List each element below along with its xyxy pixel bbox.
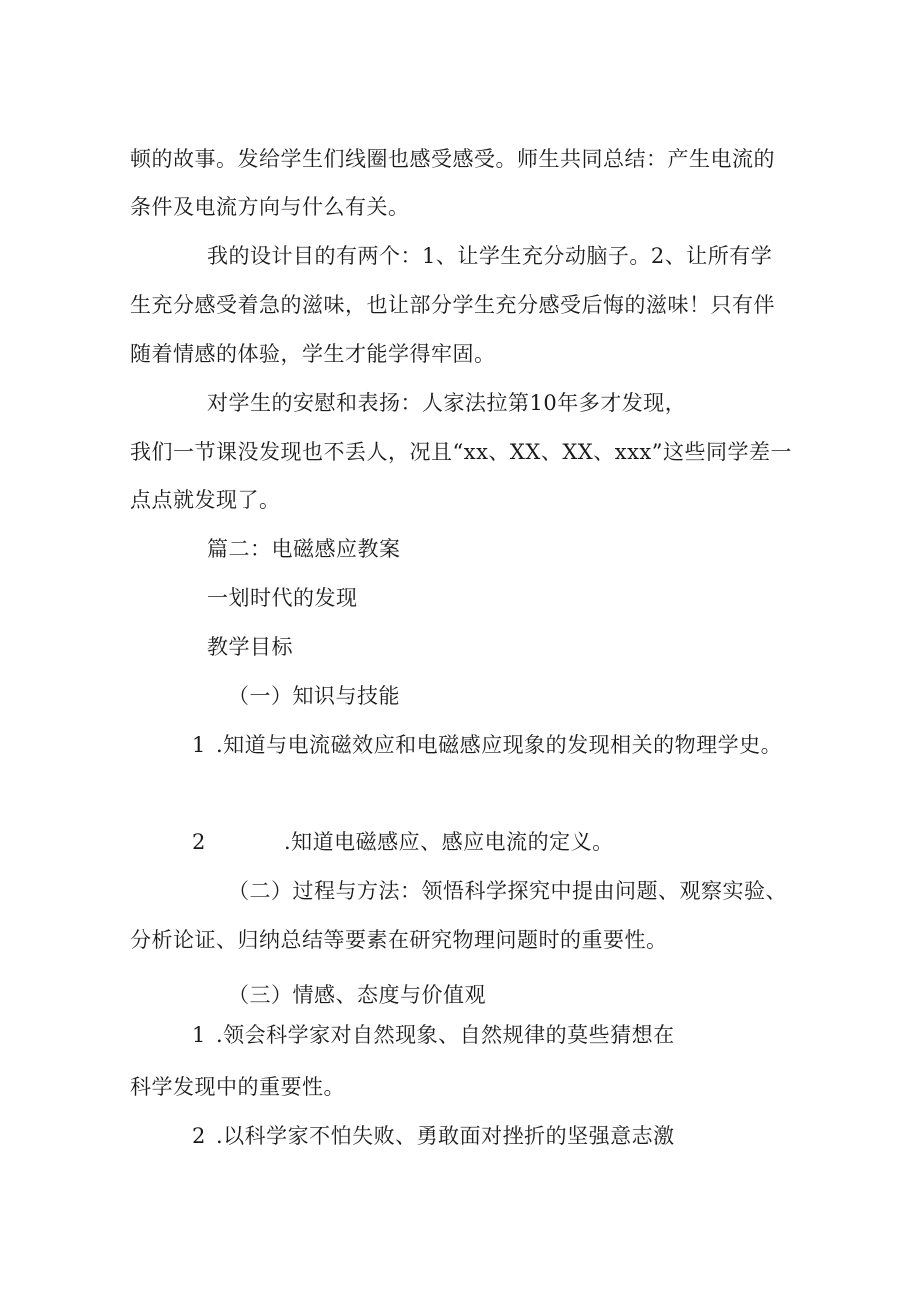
list-number: 2	[192, 1124, 206, 1148]
paragraph-line: 点点就发现了。	[130, 488, 281, 512]
list-item: .领会科学家对自然现象、自然规律的莫些猜想在	[216, 1023, 675, 1047]
paragraph-line: 顿的故事。发给学生们线圈也感受感受。师生共同总结：产生电流的	[130, 147, 775, 171]
list-number: 2	[192, 830, 206, 854]
list-item: .知道电磁感应、感应电流的定义。	[284, 830, 614, 854]
list-number: 1	[192, 1023, 206, 1047]
paragraph-line: 分析论证、归纳总结等要素在研究物理问题时的重要性。	[130, 928, 668, 952]
list-number: 1	[192, 733, 206, 757]
section-heading: 一划时代的发现	[207, 586, 358, 610]
paragraph-line: 我的设计目的有两个：1、让学生充分动脑子。2、让所有学	[207, 244, 773, 268]
paragraph-line: 生充分感受着急的滋味，也让部分学生充分感受后悔的滋味！只有伴	[130, 293, 775, 317]
subsection-heading: （二）过程与方法：领悟科学探究中提由问题、观察实验、	[228, 879, 787, 903]
subsection-heading: （一）知识与技能	[228, 684, 400, 708]
paragraph-line: 对学生的安慰和表扬：人家法拉第10年多才发现，	[207, 391, 687, 415]
paragraph-line: 我们一节课没发现也不丢人，况且“xx、XX、XX、xxx”这些同学差一	[130, 440, 792, 464]
subsection-heading: （三）情感、态度与价值观	[228, 983, 486, 1007]
paragraph-line: 科学发现中的重要性。	[130, 1075, 345, 1099]
list-item: .以科学家不怕失败、勇敢面对挫折的坚强意志激	[216, 1124, 675, 1148]
section-heading: 篇二：电磁感应教案	[207, 537, 401, 561]
list-item: .知道与电流磁效应和电磁感应现象的发现相关的物理学史。	[216, 733, 783, 757]
paragraph-line: 条件及电流方向与什么有关。	[130, 195, 410, 219]
section-heading: 教学目标	[207, 635, 293, 659]
paragraph-line: 随着情感的体验，学生才能学得牢固。	[130, 342, 496, 366]
